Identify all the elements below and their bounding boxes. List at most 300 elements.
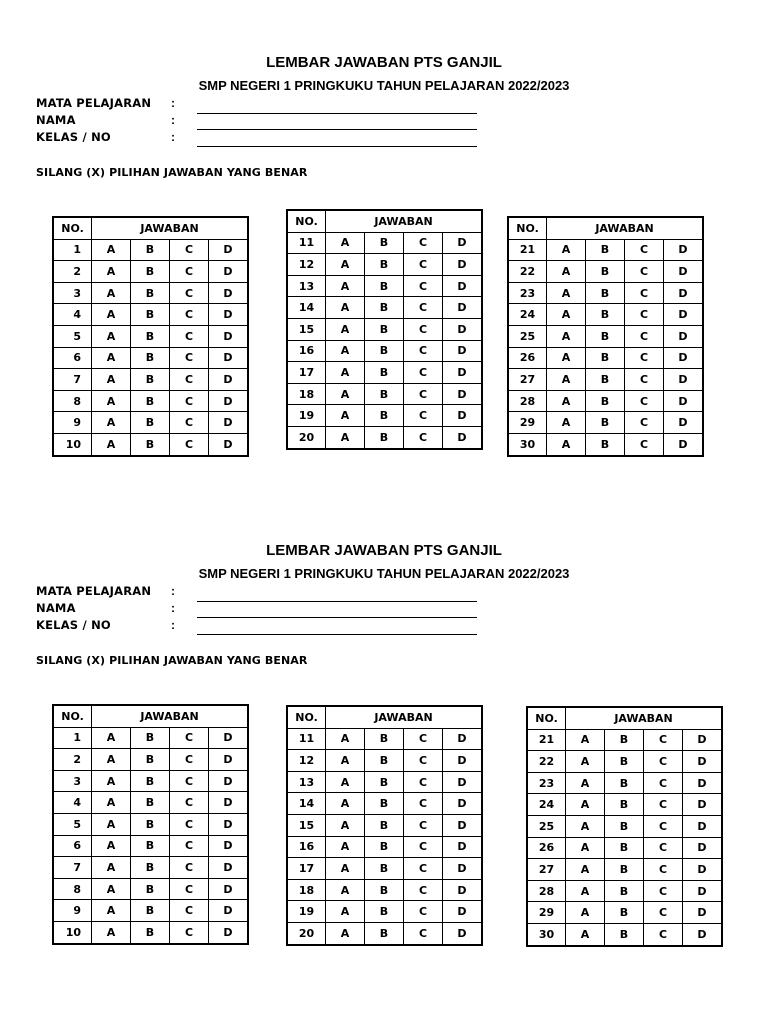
answer-option-b[interactable]: B [365,426,404,448]
answer-option-c[interactable]: C [625,304,664,326]
answer-option-d[interactable]: D [209,261,249,283]
answer-option-d[interactable]: D [443,879,483,901]
answer-option-c[interactable]: C [404,750,443,772]
answer-option-a[interactable]: A [326,254,365,276]
answer-option-d[interactable]: D [683,772,723,794]
answer-option-d[interactable]: D [664,433,704,455]
answer-option-b[interactable]: B [586,261,625,283]
table-row [527,837,722,859]
answer-option-b[interactable]: B [586,369,625,391]
answer-option-b[interactable]: B [131,857,170,879]
answer-option-b[interactable]: B [605,794,644,816]
answer-option-a[interactable]: A [547,390,586,412]
answer-option-c[interactable]: C [644,815,683,837]
answer-option-c[interactable]: C [625,261,664,283]
answer-option-c[interactable]: C [170,900,209,922]
answer-option-c[interactable]: C [170,878,209,900]
question-number: 3 [53,770,92,792]
table-row [287,858,482,880]
answer-option-d[interactable]: D [683,902,723,924]
table-row [527,859,722,881]
table-row [527,902,722,924]
answer-option-c[interactable]: C [625,282,664,304]
answer-option-b[interactable]: B [365,793,404,815]
answer-option-b[interactable]: B [365,318,404,340]
table-row [287,793,482,815]
question-number: 1 [53,239,92,261]
answer-option-d[interactable]: D [443,232,483,254]
answer-option-b[interactable]: B [365,362,404,384]
answer-option-d[interactable]: D [683,751,723,773]
header-no: NO. [53,705,92,727]
answer-option-b[interactable]: B [365,750,404,772]
answer-option-d[interactable]: D [443,793,483,815]
answer-option-a[interactable]: A [326,858,365,880]
answer-option-a[interactable]: A [92,921,131,943]
header-answer: JAWABAN [92,217,249,239]
field-label: NAMA [36,113,76,127]
sheet-subtitle: SMP NEGERI 1 PRINGKUKU TAHUN PELAJARAN 2022/2023 [198,78,570,93]
answer-option-c[interactable]: C [170,412,209,434]
answer-option-d[interactable]: D [209,239,249,261]
table-row [527,815,722,837]
answer-option-a[interactable]: A [92,412,131,434]
answer-option-a[interactable]: A [326,879,365,901]
answer-option-a[interactable]: A [566,772,605,794]
answer-option-b[interactable]: B [605,751,644,773]
table-row [287,362,482,384]
answer-option-a[interactable]: A [92,433,131,455]
table-header-row [527,707,722,729]
answer-option-a[interactable]: A [92,261,131,283]
answer-option-c[interactable]: C [404,858,443,880]
answer-option-a[interactable]: A [547,433,586,455]
answer-option-c[interactable]: C [644,751,683,773]
answer-option-a[interactable]: A [547,412,586,434]
answer-option-b[interactable]: B [365,879,404,901]
table-header-row [53,705,248,727]
answer-option-b[interactable]: B [131,239,170,261]
answer-option-c[interactable]: C [170,792,209,814]
answer-option-b[interactable]: B [605,902,644,924]
table-row [53,347,248,369]
answer-option-d[interactable]: D [209,347,249,369]
answer-option-c[interactable]: C [170,304,209,326]
answer-option-d[interactable]: D [443,836,483,858]
answer-option-b[interactable]: B [365,254,404,276]
answer-option-a[interactable]: A [326,836,365,858]
answer-option-b[interactable]: B [365,405,404,427]
answer-option-c[interactable]: C [404,362,443,384]
answer-option-b[interactable]: B [365,340,404,362]
answer-option-d[interactable]: D [209,900,249,922]
answer-option-d[interactable]: D [443,275,483,297]
answer-option-a[interactable]: A [326,901,365,923]
answer-option-c[interactable]: C [404,254,443,276]
header-answer: JAWABAN [326,706,483,728]
answer-option-d[interactable]: D [443,383,483,405]
answer-option-c[interactable]: C [404,340,443,362]
answer-option-c[interactable]: C [404,383,443,405]
answer-option-c[interactable]: C [644,859,683,881]
answer-option-d[interactable]: D [664,390,704,412]
answer-option-d[interactable]: D [209,813,249,835]
answer-option-c[interactable]: C [170,347,209,369]
answer-option-d[interactable]: D [209,412,249,434]
answer-option-b[interactable]: B [605,772,644,794]
answer-table [286,705,483,946]
answer-option-b[interactable]: B [365,383,404,405]
answer-option-a[interactable]: A [566,923,605,945]
answer-option-a[interactable]: A [566,880,605,902]
answer-option-d[interactable]: D [209,878,249,900]
answer-option-c[interactable]: C [644,902,683,924]
answer-option-b[interactable]: B [365,232,404,254]
answer-option-b[interactable]: B [586,325,625,347]
answer-option-d[interactable]: D [443,318,483,340]
answer-option-b[interactable]: B [131,878,170,900]
answer-option-a[interactable]: A [92,304,131,326]
answer-option-c[interactable]: C [644,923,683,945]
answer-option-c[interactable]: C [170,369,209,391]
answer-option-a[interactable]: A [326,426,365,448]
answer-option-d[interactable]: D [664,239,704,261]
answer-option-d[interactable]: D [443,405,483,427]
instruction-text: SILANG (X) PILIHAN JAWABAN YANG BENAR [36,654,308,667]
answer-option-b[interactable]: B [605,859,644,881]
answer-option-a[interactable]: A [326,232,365,254]
answer-option-a[interactable]: A [92,282,131,304]
table-row [287,405,482,427]
answer-option-d[interactable]: D [664,325,704,347]
question-number: 15 [287,318,326,340]
question-number: 14 [287,793,326,815]
table-row [53,770,248,792]
answer-option-c[interactable]: C [625,433,664,455]
field-input-line[interactable] [197,113,477,114]
answer-option-b[interactable]: B [131,412,170,434]
answer-option-a[interactable]: A [326,728,365,750]
table-row [53,900,248,922]
answer-option-a[interactable]: A [92,835,131,857]
answer-option-a[interactable]: A [326,750,365,772]
question-number: 30 [527,923,566,945]
answer-option-c[interactable]: C [404,232,443,254]
answer-option-d[interactable]: D [443,771,483,793]
answer-option-d[interactable]: D [664,261,704,283]
answer-option-d[interactable]: D [443,922,483,944]
field-input-line[interactable] [197,601,477,602]
answer-option-c[interactable]: C [404,771,443,793]
answer-option-b[interactable]: B [131,304,170,326]
answer-option-c[interactable]: C [404,405,443,427]
answer-option-a[interactable]: A [566,729,605,751]
answer-option-b[interactable]: B [605,815,644,837]
answer-option-d[interactable]: D [664,347,704,369]
answer-option-d[interactable]: D [443,362,483,384]
answer-option-d[interactable]: D [209,369,249,391]
answer-option-c[interactable]: C [625,369,664,391]
answer-option-a[interactable]: A [566,815,605,837]
answer-option-c[interactable]: C [170,813,209,835]
answer-option-a[interactable]: A [566,902,605,924]
answer-option-c[interactable]: C [170,770,209,792]
answer-option-d[interactable]: D [443,426,483,448]
answer-option-d[interactable]: D [683,837,723,859]
answer-option-d[interactable]: D [443,254,483,276]
answer-option-c[interactable]: C [170,282,209,304]
answer-option-c[interactable]: C [404,836,443,858]
answer-table [526,706,723,947]
answer-option-a[interactable]: A [326,362,365,384]
answer-option-d[interactable]: D [209,325,249,347]
answer-option-c[interactable]: C [170,261,209,283]
answer-option-b[interactable]: B [131,325,170,347]
answer-option-c[interactable]: C [170,749,209,771]
answer-option-a[interactable]: A [326,793,365,815]
answer-option-b[interactable]: B [131,390,170,412]
answer-option-c[interactable]: C [170,390,209,412]
answer-option-d[interactable]: D [443,814,483,836]
answer-option-b[interactable]: B [131,900,170,922]
answer-option-d[interactable]: D [209,282,249,304]
answer-option-b[interactable]: B [586,282,625,304]
answer-option-d[interactable]: D [209,835,249,857]
answer-option-a[interactable]: A [326,814,365,836]
answer-option-a[interactable]: A [92,749,131,771]
answer-option-c[interactable]: C [170,727,209,749]
answer-option-d[interactable]: D [443,901,483,923]
answer-option-a[interactable]: A [547,282,586,304]
answer-option-d[interactable]: D [209,857,249,879]
table-row [53,813,248,835]
question-number: 10 [53,921,92,943]
answer-option-c[interactable]: C [644,837,683,859]
field-label: MATA PELAJARAN [36,584,152,598]
table-row [53,878,248,900]
answer-option-b[interactable]: B [605,880,644,902]
answer-option-b[interactable]: B [586,433,625,455]
answer-option-c[interactable]: C [404,901,443,923]
table-row [508,390,703,412]
answer-option-b[interactable]: B [131,835,170,857]
answer-option-c[interactable]: C [644,729,683,751]
answer-option-d[interactable]: D [443,750,483,772]
answer-option-c[interactable]: C [404,275,443,297]
answer-option-a[interactable]: A [92,727,131,749]
field-input-line[interactable] [197,146,477,147]
answer-option-b[interactable]: B [131,261,170,283]
answer-option-a[interactable]: A [566,751,605,773]
answer-option-d[interactable]: D [683,729,723,751]
answer-option-d[interactable]: D [664,304,704,326]
header-no: NO. [527,707,566,729]
answer-option-b[interactable]: B [131,770,170,792]
table-row [287,879,482,901]
answer-option-d[interactable]: D [209,770,249,792]
answer-option-b[interactable]: B [131,813,170,835]
answer-option-b[interactable]: B [586,239,625,261]
answer-option-d[interactable]: D [443,728,483,750]
answer-option-b[interactable]: B [586,390,625,412]
answer-option-c[interactable]: C [170,433,209,455]
answer-option-d[interactable]: D [209,749,249,771]
answer-option-a[interactable]: A [547,325,586,347]
answer-option-c[interactable]: C [404,793,443,815]
answer-option-a[interactable]: A [326,340,365,362]
answer-option-c[interactable]: C [625,412,664,434]
question-number: 8 [53,878,92,900]
answer-option-c[interactable]: C [170,835,209,857]
answer-option-c[interactable]: C [170,857,209,879]
answer-option-a[interactable]: A [92,239,131,261]
answer-option-b[interactable]: B [365,836,404,858]
answer-option-a[interactable]: A [547,347,586,369]
answer-option-a[interactable]: A [92,813,131,835]
answer-option-a[interactable]: A [92,878,131,900]
question-number: 18 [287,383,326,405]
answer-sheet [0,0,768,480]
answer-option-a[interactable]: A [326,771,365,793]
field-input-line[interactable] [197,617,477,618]
answer-option-b[interactable]: B [365,901,404,923]
answer-option-a[interactable]: A [326,383,365,405]
field-input-line[interactable] [197,129,477,130]
answer-option-a[interactable]: A [326,297,365,319]
answer-option-b[interactable]: B [131,369,170,391]
answer-option-c[interactable]: C [625,347,664,369]
answer-option-c[interactable]: C [625,390,664,412]
table-row [53,857,248,879]
answer-option-b[interactable]: B [131,282,170,304]
answer-option-d[interactable]: D [664,369,704,391]
answer-option-b[interactable]: B [586,412,625,434]
answer-option-c[interactable]: C [404,922,443,944]
question-number: 7 [53,857,92,879]
instruction-text: SILANG (X) PILIHAN JAWABAN YANG BENAR [36,166,308,179]
answer-option-c[interactable]: C [404,318,443,340]
answer-option-d[interactable]: D [683,923,723,945]
answer-option-a[interactable]: A [547,261,586,283]
answer-option-a[interactable]: A [92,770,131,792]
answer-option-a[interactable]: A [326,318,365,340]
answer-option-b[interactable]: B [131,347,170,369]
answer-option-c[interactable]: C [170,239,209,261]
answer-option-c[interactable]: C [404,728,443,750]
table-row [53,412,248,434]
table-row [287,383,482,405]
answer-option-d[interactable]: D [209,727,249,749]
answer-option-b[interactable]: B [365,275,404,297]
question-number: 28 [508,390,547,412]
answer-option-b[interactable]: B [365,297,404,319]
answer-option-d[interactable]: D [209,792,249,814]
answer-option-a[interactable]: A [92,792,131,814]
answer-option-a[interactable]: A [92,347,131,369]
answer-option-a[interactable]: A [547,239,586,261]
answer-option-c[interactable]: C [170,325,209,347]
answer-option-b[interactable]: B [586,347,625,369]
table-header-row [508,217,703,239]
answer-option-a[interactable]: A [326,922,365,944]
answer-option-d[interactable]: D [443,858,483,880]
answer-option-b[interactable]: B [365,814,404,836]
answer-option-b[interactable]: B [605,923,644,945]
answer-option-d[interactable]: D [209,390,249,412]
answer-option-a[interactable]: A [566,794,605,816]
answer-option-a[interactable]: A [326,405,365,427]
answer-option-c[interactable]: C [170,921,209,943]
table-row [53,921,248,943]
answer-option-b[interactable]: B [131,727,170,749]
answer-option-a[interactable]: A [566,837,605,859]
answer-option-d[interactable]: D [664,282,704,304]
answer-option-d[interactable]: D [683,815,723,837]
answer-option-d[interactable]: D [683,859,723,881]
answer-option-b[interactable]: B [365,728,404,750]
table-header-row [53,217,248,239]
answer-option-a[interactable]: A [92,390,131,412]
question-number: 19 [287,901,326,923]
answer-option-b[interactable]: B [365,922,404,944]
answer-option-b[interactable]: B [131,749,170,771]
answer-option-c[interactable]: C [404,426,443,448]
answer-option-a[interactable]: A [92,857,131,879]
answer-option-b[interactable]: B [365,771,404,793]
table-row [53,369,248,391]
table-row [527,772,722,794]
answer-option-b[interactable]: B [365,858,404,880]
table-row [527,729,722,751]
question-number: 2 [53,261,92,283]
answer-option-b[interactable]: B [131,921,170,943]
answer-option-a[interactable]: A [547,304,586,326]
answer-option-c[interactable]: C [625,239,664,261]
answer-option-d[interactable]: D [209,921,249,943]
answer-option-c[interactable]: C [644,880,683,902]
answer-option-a[interactable]: A [566,859,605,881]
answer-option-c[interactable]: C [404,814,443,836]
answer-option-a[interactable]: A [92,900,131,922]
answer-option-d[interactable]: D [443,297,483,319]
answer-option-c[interactable]: C [644,794,683,816]
answer-option-b[interactable]: B [131,792,170,814]
answer-option-a[interactable]: A [547,369,586,391]
answer-option-d[interactable]: D [209,304,249,326]
answer-option-d[interactable]: D [664,412,704,434]
table-row [53,433,248,455]
answer-option-b[interactable]: B [605,837,644,859]
field-colon: : [171,601,175,615]
answer-option-b[interactable]: B [131,433,170,455]
answer-option-c[interactable]: C [404,879,443,901]
answer-option-c[interactable]: C [644,772,683,794]
answer-option-b[interactable]: B [605,729,644,751]
answer-option-d[interactable]: D [683,880,723,902]
answer-option-c[interactable]: C [404,297,443,319]
answer-option-d[interactable]: D [683,794,723,816]
question-number: 26 [527,837,566,859]
answer-option-d[interactable]: D [443,340,483,362]
question-number: 10 [53,433,92,455]
answer-option-a[interactable]: A [92,369,131,391]
answer-option-c[interactable]: C [625,325,664,347]
answer-option-d[interactable]: D [209,433,249,455]
answer-option-a[interactable]: A [326,275,365,297]
answer-option-a[interactable]: A [92,325,131,347]
answer-option-b[interactable]: B [586,304,625,326]
field-input-line[interactable] [197,634,477,635]
